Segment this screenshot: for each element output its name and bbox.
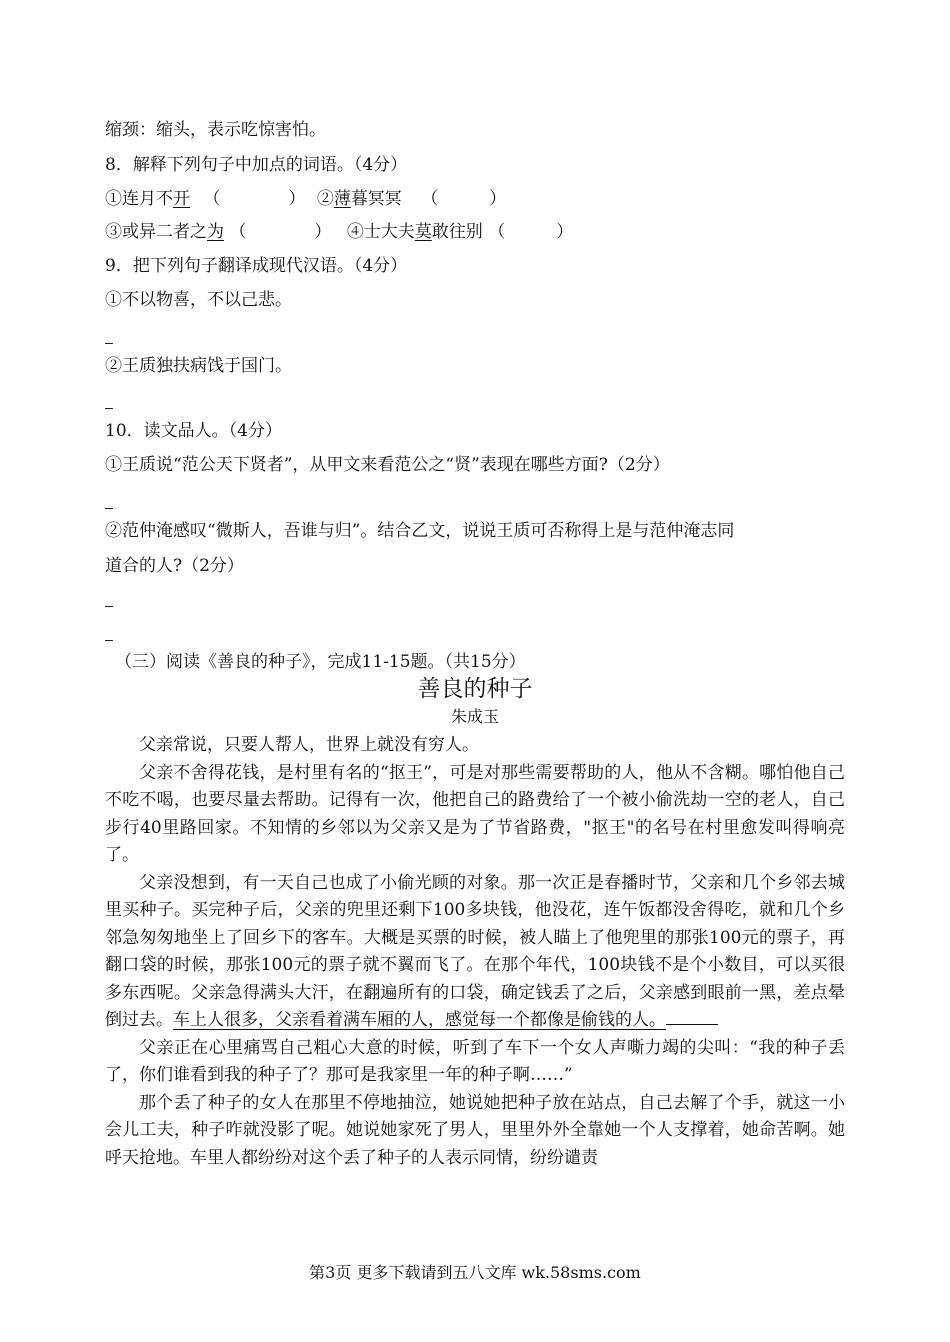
q8-dotted-word-4: 莫 xyxy=(414,222,432,242)
question-8-row-1 xyxy=(105,187,506,211)
article-paragraph-2: 父亲不舍得花钱，是村里有名的“抠王”，可是对那些需要帮助的人，他从不含糊。哪怕他自己不吃不喝，也要尽量去帮助。记得有一次，他把自己的路费给了一个被小偷洗劫一空的老人，自己步行40里路回家。不知情的乡邻以为父亲又是为了节省路费，"抠王"的名号在村里愈发叫得响亮了。 xyxy=(105,762,845,865)
question-8-row-2 xyxy=(105,220,573,244)
article-title: 善良的种子 xyxy=(417,676,533,702)
page-footer: 第3页 更多下载请到五八文库 wk.58sms.com xyxy=(309,1263,641,1282)
question-9-sentence-2: ②王质独扶病饯于国门。 xyxy=(105,356,292,376)
question-9-sentence-1: ①不以物喜，不以己悲。 xyxy=(105,290,292,310)
article-author: 朱成玉 xyxy=(450,707,499,726)
q8-item-1: ①连月不开 xyxy=(105,189,190,209)
question-10-title: 10．读文品人。（4分） xyxy=(105,421,282,441)
question-8-title: 8．解释下列句子中加点的词语。（4分） xyxy=(105,155,408,175)
answer-line-9-2[interactable] xyxy=(105,408,113,409)
q8-item-4: ④士大夫莫敢往别 xyxy=(346,222,483,242)
underlined-sentence: 车上人很多，父亲看着满车厢的人，感觉每一个都像是偷钱的人。 xyxy=(173,1010,666,1030)
q8-answer-blank-3[interactable]: （ ） xyxy=(229,222,332,242)
gloss-text: 缩颈：缩头，表示吃惊害怕。 xyxy=(105,120,326,140)
article-paragraph-1: 父亲常说，只要人帮人，世界上就没有穷人。 xyxy=(139,735,479,755)
article-paragraph-4: 父亲正在心里痛骂自己粗心大意的时候，听到了车下一个女人声嘶力竭的尖叫：“我的种子丢了，你们谁看到我的种子了？那可是我家里一年的种子啊……” xyxy=(105,1037,845,1085)
q8-item-3: ③或异二者之为 xyxy=(105,222,224,242)
q8-dotted-word-3: 为 xyxy=(207,222,224,242)
q8-answer-blank-4[interactable]: （ ） xyxy=(488,222,574,242)
section-3-heading: （三）阅读《善良的种子》，完成11-15题。（共15分） xyxy=(115,652,526,672)
answer-line-10-1[interactable] xyxy=(105,508,113,509)
article-paragraph-3: 父亲没想到，有一天自己也成了小偷光顾的对象。那一次正是春播时节，父亲和几个乡邻去城里买种子。买完种子后，父亲的兜里还剩下100多块钱，他没花，连午饭都没舍得吃，就和几个乡邻急匆匆地坐上了回乡下的客车。大概是买票的时候，被人瞄上了他兜里的那张100元的票子，再翻口袋的时候，那张100元的票子就不翼而飞了。在那个年代，100块钱不是个小数目，可以买很多东西呢。父亲急得满头大汗，在翻遍所有的口袋，确定钱丢了之后，父亲感到眼前一黑，差点晕倒过去。车上人很多，父亲看着满车厢的人，感觉每一个都像是偷钱的人。 xyxy=(105,872,845,1030)
question-10-part-1: ①王质说“范公天下贤者”，从甲文来看范公之“贤”表现在哪些方面?（2分） xyxy=(105,455,670,475)
q8-answer-blank-2[interactable]: （ ） xyxy=(421,189,507,209)
answer-line-10-2b[interactable] xyxy=(105,640,113,641)
q8-item-2: ②薄暮冥冥 xyxy=(316,189,402,209)
q8-dotted-word-1: 开 xyxy=(173,189,190,209)
answer-line-9-1[interactable] xyxy=(105,343,113,344)
underline-tail xyxy=(666,1008,718,1025)
article-paragraph-5: 那个丢了种子的女人在那里不停地抽泣，她说她把种子放在站点，自己去解了个手，就这一小会儿工夫，种子咋就没影了呢。她说她家死了男人，里里外外全靠她一个人支撑着，她命苦啊。她呼天抢地。车里人都纷纷对这个丢了种子的人表示同情，纷纷谴责 xyxy=(105,1092,845,1168)
article-body xyxy=(105,732,845,1172)
question-10-part-2-line-2: 道合的人?（2分） xyxy=(105,556,244,576)
question-9-title: 9．把下列句子翻译成现代汉语。（4分） xyxy=(105,256,408,276)
answer-line-10-2a[interactable] xyxy=(105,606,113,607)
question-10-part-2-line-1: ②范仲淹感叹“微斯人，吾谁与归”。结合乙文，说说王质可否称得上是与范仲淹志同 xyxy=(105,521,735,541)
q8-dotted-word-2: 薄 xyxy=(333,189,351,209)
q8-answer-blank-1[interactable]: （ ） xyxy=(203,189,306,209)
